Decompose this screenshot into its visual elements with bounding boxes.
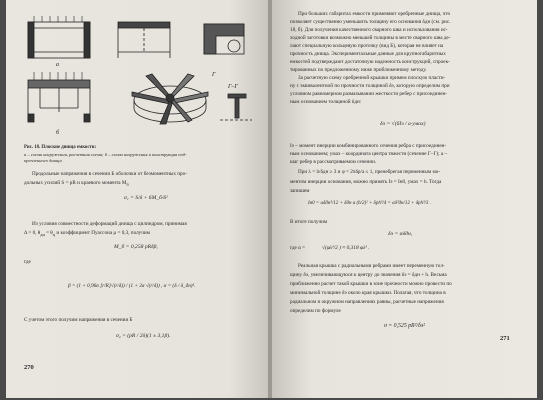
paragraph-line — [24, 229, 150, 239]
text-line: При λ = h/δдн ≥ 3 и φ = 2πδр/a ≤ 1, пренебрегая переменным мо- — [298, 169, 441, 175]
text-line: ну с эквивалентной по прочности толщиной δэ, которую определим при — [290, 83, 450, 89]
formula-beta: β = (1 + 0,96α [r/R]√(r/δ)) / (1 + 2α √(r/δ)) , α = (δ / δ_дн)³. — [68, 283, 196, 289]
text-line: щину δэ, увеличивающуюся к центру до значения δэ = δдн + h. Весьма — [290, 272, 447, 278]
paragraph-text: Δ = 0, θ — [24, 230, 41, 236]
paragraph-subscript: б — [126, 182, 129, 188]
paragraph-where: где — [24, 259, 31, 265]
text-line: Реальная крышка с радиальными ребрами имеет переменную тол- — [298, 263, 445, 269]
figure-caption-title: Рис. 18. Плоские днища емкости: — [24, 145, 97, 150]
formula-sigma2: σ₂ = (pR / 2δ)(1 ± 3,1β). — [116, 333, 171, 339]
text-line: За расчетную схему оребренной крышки примем плоскую пласти- — [298, 75, 446, 81]
paragraph-text: и коэффициент Пуассона μ = 0,3, получим — [55, 230, 150, 236]
text-line: ным основанием; yмах – координата центра тяжести (сечение Г–Г); а – — [290, 151, 448, 157]
text-line: тированных по предложенному ниже приближенному методу. — [290, 67, 427, 73]
page-number-left: 270 — [24, 364, 34, 371]
paragraph-line: С учетом этого получим напряжения в сечении Б — [24, 317, 133, 323]
book-spread — [6, 0, 537, 398]
formula-alpha: √(φλ³/2 ) ≈ 0,318 φλ³ . — [322, 245, 370, 251]
formula-inertia: Iн0 = aδдн³/12 + δдн a (h/2)² + δрh³/4 = aδ³дн/12 + δрh³/3 . — [308, 201, 431, 206]
text-line: условном равномерном размазывании жесткости ребер с присоединен- — [290, 91, 448, 97]
text-line: где α = — [290, 245, 306, 251]
formula-delta-e: δэ = √(6Iэ / a·yмах) — [380, 121, 426, 127]
text-line: шаг ребер в рассматриваемом сечении. — [290, 159, 377, 165]
text-line: Iэ – момент инерции комбинированного сечения ребра с присоединен- — [290, 143, 447, 149]
text-line: При больших габаритах емкости применяют оребренные днища, что — [298, 11, 451, 17]
figure-label-g: Г — [212, 72, 216, 78]
text-line: позволяет существенно уменьшить толщину его основания δдн (см. рис. — [290, 19, 451, 25]
paragraph-subscript: дн — [40, 232, 45, 238]
text-line: 18, б). Для получения качественного сварного шва и использования ис- — [290, 27, 448, 33]
text-line: В итоге получим — [290, 219, 328, 225]
text-line: приближенно расчет такой крышки в зоне прочности можно провести по — [290, 281, 452, 287]
text-line: ментом инерции основания, можно принять Iэ = Iн0, yмах = h. Тогда — [290, 179, 442, 185]
paragraph-line — [24, 179, 129, 189]
formula-sigma: σ = 0,525 pR²/δэ² — [384, 323, 425, 329]
figure-label-a: а — [56, 62, 59, 68]
text-line: прочность днища. Экспериментальные данные для крупногабаритных — [290, 51, 446, 57]
text-line: определим по формуле — [290, 308, 341, 314]
right-page — [272, 0, 537, 398]
formula-mb: M_б = 0,258 pRδβ, — [114, 244, 158, 250]
figure-label-b: б — [56, 130, 60, 136]
paragraph-line: Из условия совместности деформаций днища с цилиндром, принимая — [32, 221, 187, 227]
text-line: емкостей подтверждают достаточную надежность конструкций, спроек- — [290, 59, 450, 65]
formula-delta-e2: δэ = αδдн, — [388, 231, 413, 237]
paragraph-text: = θ — [44, 230, 53, 236]
page-number-right: 271 — [500, 335, 510, 342]
text-line: запишем — [290, 188, 310, 194]
figure-18 — [20, 12, 258, 140]
paragraph-subscript: ц — [52, 232, 56, 238]
paragraph-text: дольных усилий S = pR и краевого момента M — [24, 180, 127, 186]
text-line: лают специальную кольцевую проточку (вид Б), которая не влияет на — [290, 43, 444, 49]
paragraph-line: Продольные напряжения в сечении Б оболочки от безмоментных про- — [32, 171, 187, 177]
figure-caption-line: а – схема нагружения, расчетная схема; б – схема нагружения и конструкция под- — [24, 152, 187, 157]
figure-caption-line: крепленного днища — [24, 158, 62, 163]
text-line: ным основанием толщиной δдн: — [290, 99, 362, 105]
formula-sigma1: σ₁ = S/δ + 6M_б/δ² — [124, 195, 168, 201]
figure-label-section: Г–Г — [228, 84, 238, 90]
left-page — [6, 0, 268, 398]
text-line: ходной заготовки возможно меньшей толщины в месте сварного шва де- — [290, 35, 451, 41]
text-line: минимальной толщине δэ около края крышки. Полагая, что толщина в — [290, 290, 446, 296]
text-line: радиальном и окружном направлениях равны, расчетные напряжения — [290, 299, 444, 305]
